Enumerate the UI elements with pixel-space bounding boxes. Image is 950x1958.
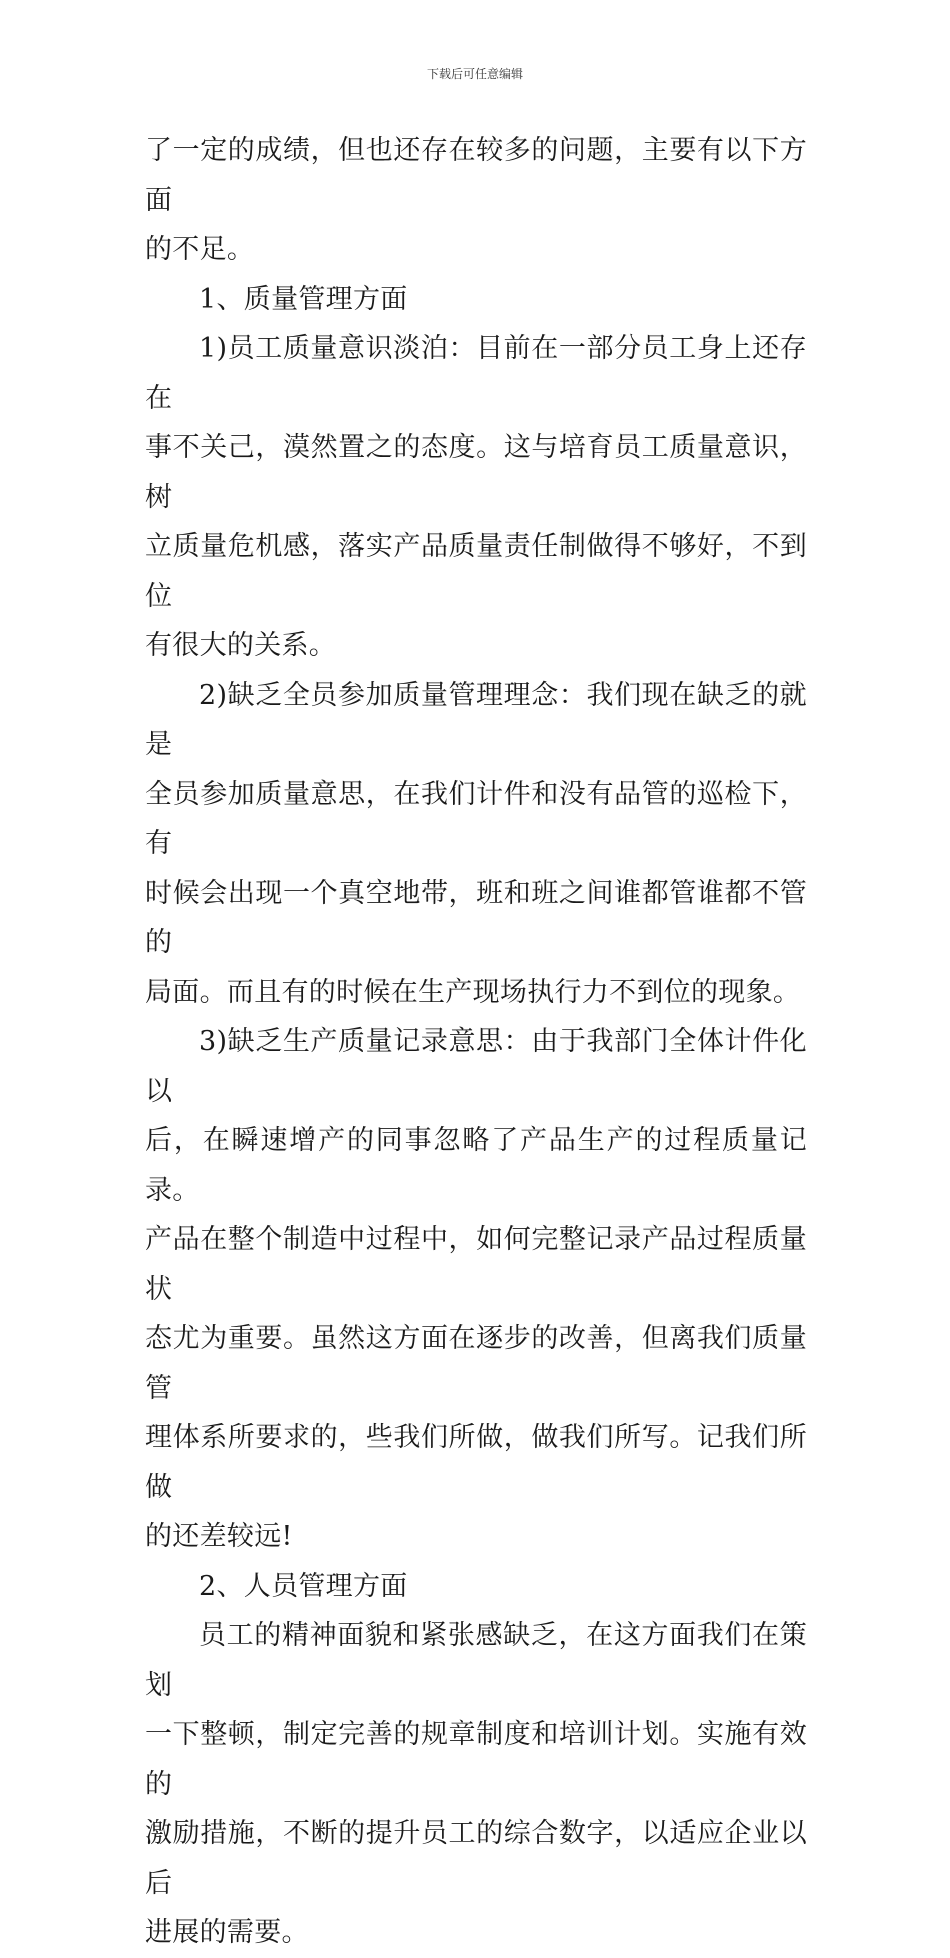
page-header-note: 下载后可任意编辑 <box>426 67 523 81</box>
paragraph-quality-awareness: 1)员工质量意识淡泊：目前在一部分员工身上还存在 事不关己，漠然置之的态度。这与培育员工质量意识，树 立质量危机感，落实产品质量责任制做得不够好，不到位 有很大的关系。 <box>145 333 807 661</box>
paragraph-continuation: 了一定的成绩，但也还存在较多的问题，主要有以下方面 的不足。 <box>145 135 807 265</box>
paragraph-full-participation: 2)缺乏全员参加质量管理理念：我们现在缺乏的就是 全员参加质量意思，在我们计件和没有品管的巡检下，有 时候会出现一个真空地带，班和班之间谁都管谁都不管的 局面。而且有的时候在生产现场执行力不到位的现象。 <box>145 679 807 1008</box>
paragraph-quality-records: 3)缺乏生产质量记录意思：由于我部门全体计件化以 后，在瞬速增产的同事忽略了产品生产的过程质量记录。 产品在整个制造中过程中，如何完整记录产品过程质量状 态尤为重要。虽然这方面在逐步的改善，但离我们质量管 理体系所要求的，些我们所做，做我们所写。记我们所做 的还差较远! <box>145 1026 807 1552</box>
section-heading-quality: 1、质量管理方面 <box>199 283 408 315</box>
paragraph-personnel: 员工的精神面貌和紧张感缺乏，在这方面我们在策划 一下整顿，制定完善的规章制度和培训计划。实施有效的 激励措施，不断的提升员工的综合数字，以适应企业以后 进展的需要。 <box>145 1620 807 1948</box>
section-heading-personnel: 2、人员管理方面 <box>199 1570 408 1602</box>
document-body <box>145 126 807 1958</box>
